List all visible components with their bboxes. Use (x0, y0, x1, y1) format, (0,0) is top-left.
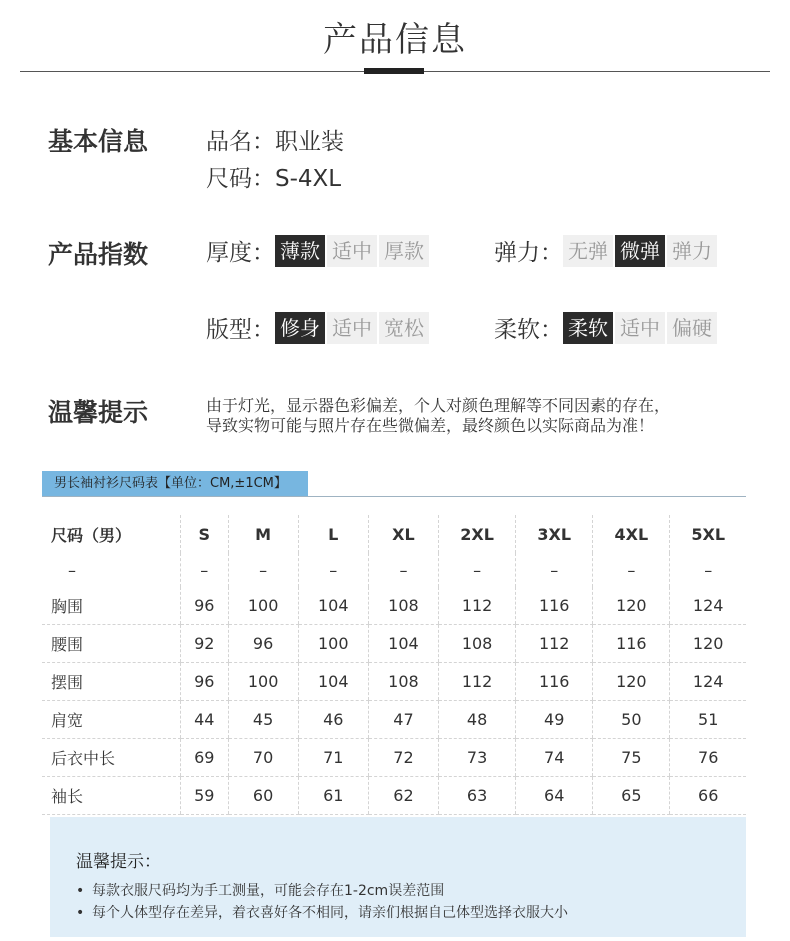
fit-key: 版型： (206, 317, 275, 343)
table-cell: 73 (439, 739, 516, 777)
table-cell: 112 (439, 663, 516, 701)
table-cell: 摆围 (42, 663, 181, 701)
table-cell: 59 (181, 777, 229, 815)
table-cell: 108 (368, 587, 438, 625)
table-cell: 100 (298, 625, 368, 663)
table-cell: 44 (181, 701, 229, 739)
bullet-icon: • (76, 883, 85, 899)
table-cell: – (181, 553, 229, 587)
table-cell: – (68, 560, 76, 580)
table-cell: 104 (298, 663, 368, 701)
table-cell: 112 (516, 625, 593, 663)
table-cell: 48 (439, 701, 516, 739)
size-header-5xl: 5XL (670, 515, 746, 553)
table-cell: 116 (593, 625, 670, 663)
thickness-option-medium: 适中 (327, 235, 377, 267)
fit-option-regular: 适中 (327, 312, 377, 344)
product-index-label: 产品指数 (48, 240, 149, 269)
list-item (76, 902, 746, 924)
product-size (206, 160, 341, 193)
table-cell: 46 (298, 701, 368, 739)
table-cell: 64 (516, 777, 593, 815)
tips-title: 温馨提示： (76, 852, 161, 872)
table-row (42, 587, 746, 625)
size-table (42, 515, 746, 815)
table-row (42, 777, 746, 815)
bullet-icon: • (76, 905, 85, 921)
table-cell: 96 (181, 663, 229, 701)
product-name-key: 品名： (206, 129, 275, 155)
elasticity-option-none: 无弹 (563, 235, 613, 267)
product-size-key: 尺码： (206, 166, 275, 192)
table-cell: – (298, 553, 368, 587)
notice-line-2: 导致实物可能与照片存在些微偏差，最终颜色以实际商品为准！ (206, 416, 655, 435)
softness-option-medium: 适中 (615, 312, 665, 344)
table-cell: 108 (439, 625, 516, 663)
tip-text: 每款衣服尺码均为手工测量，可能会存在1-2cm误差范围 (92, 883, 445, 899)
size-header-4xl: 4XL (593, 515, 670, 553)
table-cell: 胸围 (42, 587, 181, 625)
softness-key: 柔软： (494, 317, 563, 343)
table-row (42, 701, 746, 739)
tip-text: 每个人体型存在差异，着衣喜好各不相同，请亲们根据自己体型选择衣服大小 (92, 905, 568, 921)
table-cell: 腰围 (42, 625, 181, 663)
basic-info-label: 基本信息 (48, 127, 149, 156)
table-cell: 71 (298, 739, 368, 777)
table-cell: 72 (368, 739, 438, 777)
thickness-option-thin: 薄款 (275, 235, 325, 267)
elasticity-row (494, 234, 719, 267)
table-cell: 108 (368, 663, 438, 701)
table-cell: – (368, 553, 438, 587)
size-table-header-row (42, 515, 746, 553)
product-name (206, 123, 344, 156)
size-header-3xl: 3XL (516, 515, 593, 553)
product-size-value: S-4XL (275, 166, 342, 192)
table-cell: 120 (593, 663, 670, 701)
product-name-value: 职业装 (275, 129, 344, 155)
table-cell: 65 (593, 777, 670, 815)
size-header-xl: XL (368, 515, 438, 553)
fit-row (206, 311, 431, 344)
table-row (42, 553, 746, 587)
table-cell: 70 (228, 739, 298, 777)
table-cell: 60 (228, 777, 298, 815)
thickness-key: 厚度： (206, 240, 275, 266)
softness-option-soft: 柔软 (563, 312, 613, 344)
table-cell: 112 (439, 587, 516, 625)
fit-option-slim: 修身 (275, 312, 325, 344)
table-cell: 袖长 (42, 777, 181, 815)
table-cell: 69 (181, 739, 229, 777)
table-cell: 76 (670, 739, 746, 777)
table-cell: 124 (670, 587, 746, 625)
tips-box (50, 817, 746, 937)
table-row (42, 663, 746, 701)
table-cell: 45 (228, 701, 298, 739)
fit-option-loose: 宽松 (379, 312, 429, 344)
size-table-title: 男长袖衬衫尺码表【单位：CM,±1CM】 (42, 471, 308, 497)
table-cell: 96 (228, 625, 298, 663)
softness-option-stiff: 偏硬 (667, 312, 717, 344)
list-item (76, 880, 746, 902)
size-header-m: M (228, 515, 298, 553)
table-cell: 50 (593, 701, 670, 739)
elasticity-option-slight: 微弹 (615, 235, 665, 267)
table-cell: 66 (670, 777, 746, 815)
table-cell: – (593, 553, 670, 587)
table-cell: 120 (593, 587, 670, 625)
header-accent-bar (364, 68, 424, 74)
elasticity-key: 弹力： (494, 240, 563, 266)
table-cell: – (516, 553, 593, 587)
table-cell: 104 (298, 587, 368, 625)
table-cell: 61 (298, 777, 368, 815)
size-table-divider (42, 496, 746, 497)
thickness-row (206, 234, 431, 267)
tips-list (76, 880, 746, 924)
table-cell: 49 (516, 701, 593, 739)
table-cell: 124 (670, 663, 746, 701)
table-cell: 47 (368, 701, 438, 739)
softness-row (494, 311, 719, 344)
table-row (42, 739, 746, 777)
notice-line-1: 由于灯光，显示器色彩偏差，个人对颜色理解等不同因素的存在， (206, 396, 671, 415)
table-row (42, 625, 746, 663)
page-title: 产品信息 (323, 20, 467, 60)
table-cell: 肩宽 (42, 701, 181, 739)
notice-text (206, 396, 670, 436)
size-header-2xl: 2XL (439, 515, 516, 553)
table-cell: 120 (670, 625, 746, 663)
table-cell: 100 (228, 587, 298, 625)
table-cell: 75 (593, 739, 670, 777)
size-header-l: L (298, 515, 368, 553)
table-cell: 100 (228, 663, 298, 701)
table-cell: 74 (516, 739, 593, 777)
table-cell: 116 (516, 663, 593, 701)
size-header-label: 尺码（男） (51, 525, 132, 545)
table-cell: – (228, 553, 298, 587)
table-cell: 96 (181, 587, 229, 625)
table-cell: 63 (439, 777, 516, 815)
table-cell: 92 (181, 625, 229, 663)
table-cell: 51 (670, 701, 746, 739)
table-cell: 116 (516, 587, 593, 625)
table-cell: 62 (368, 777, 438, 815)
elasticity-option-stretch: 弹力 (667, 235, 717, 267)
table-cell: 104 (368, 625, 438, 663)
size-header-s: S (181, 515, 229, 553)
table-cell: 后衣中长 (42, 739, 181, 777)
table-cell: – (439, 553, 516, 587)
notice-label: 温馨提示 (48, 398, 149, 427)
table-cell: – (670, 553, 746, 587)
thickness-option-thick: 厚款 (379, 235, 429, 267)
